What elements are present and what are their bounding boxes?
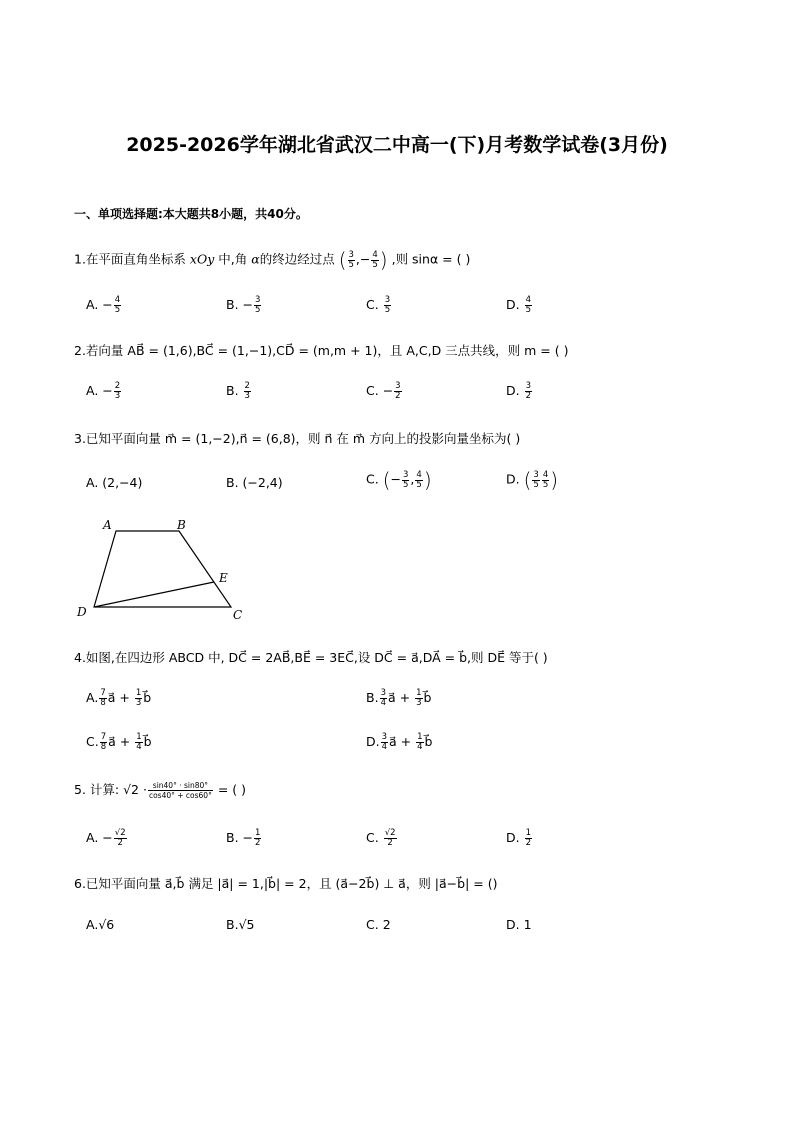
label-e: E bbox=[219, 571, 228, 585]
question-5: 5. 计算: √2 · $\frac{\sin 40^\circ \cdot \sin 80^\circ}{\cos 40^\circ + \cos 60^\circ}$ = ( ) bbox=[74, 781, 246, 800]
q2-option-c[interactable]: C. − $\frac{3}{2}$ bbox=[366, 381, 401, 401]
q4-option-b[interactable]: B. $\frac{3}{4}$ a⃗ + $\frac{1}{3}$ b⃗ bbox=[366, 688, 432, 708]
question-1: 1.在平面直角坐标系 xOy 中,角 α的终边经过点 ( $\frac{3}{5}$ ,− $\frac{4}{5}$ ) ,则 sinα = ( ) bbox=[74, 248, 471, 272]
quadrilateral-figure bbox=[70, 512, 255, 627]
section-heading: 一、单项选择题:本大题共8小题，共40分。 bbox=[74, 207, 308, 221]
question-2: 2.若向量 AB⃗ = (1,6),BC⃗ = (1,−1),CD⃗ = (m,m + 1)，且 A,C,D 三点共线，则 m = ( ) bbox=[74, 343, 569, 358]
q3-option-a[interactable]: A. (2,−4) bbox=[86, 475, 143, 490]
q6-option-c[interactable]: C. 2 bbox=[366, 917, 391, 932]
q1-option-b[interactable]: B. − $\frac{3}{5}$ bbox=[226, 295, 261, 315]
q6-option-a[interactable]: A.√6 bbox=[86, 917, 115, 932]
q4-option-c[interactable]: C. $\frac{7}{8}$ a⃗ + $\frac{1}{4}$ b⃗ bbox=[86, 732, 152, 752]
label-d: D bbox=[77, 605, 87, 619]
q4-option-d[interactable]: D. $\frac{3}{4}$ a⃗ + $\frac{1}{4}$ b⃗ bbox=[366, 732, 433, 752]
q5-option-c[interactable]: C. $\frac{√2}{2}$ bbox=[366, 828, 396, 848]
q3-option-b[interactable]: B. (−2,4) bbox=[226, 475, 283, 490]
q3-option-c[interactable]: C. (− $\frac{3}{5}$ , $\frac{4}{5}$ ) bbox=[366, 468, 432, 492]
quadrilateral-abcd bbox=[94, 531, 231, 607]
question-6: 6.已知平面向量 a⃗,b⃗ 满足 |a⃗| = 1,|b⃗| = 2，且 (a⃗−2b⃗) ⊥ a⃗，则 |a⃗−b⃗| = () bbox=[74, 876, 498, 891]
q1-option-d[interactable]: D. $\frac{4}{5}$ bbox=[506, 295, 532, 315]
q2-option-a[interactable]: A. − $\frac{2}{3}$ bbox=[86, 381, 121, 401]
q5-option-b[interactable]: B. − $\frac{1}{2}$ bbox=[226, 828, 261, 848]
q6-option-b[interactable]: B.√5 bbox=[226, 917, 255, 932]
label-a: A bbox=[103, 518, 112, 532]
q1-option-a[interactable]: A. − $\frac{4}{5}$ bbox=[86, 295, 121, 315]
q5-option-a[interactable]: A. − $\frac{√2}{2}$ bbox=[86, 828, 126, 848]
label-b: B bbox=[177, 518, 186, 532]
q6-option-d[interactable]: D. 1 bbox=[506, 917, 532, 932]
q2-option-d[interactable]: D. $\frac{3}{2}$ bbox=[506, 381, 532, 401]
q4-option-a[interactable]: A. $\frac{7}{8}$ a⃗ + $\frac{1}{3}$ b⃗ bbox=[86, 688, 152, 708]
question-3: 3.已知平面向量 m⃗ = (1,−2),n⃗ = (6,8)，则 n⃗ 在 m⃗ 方向上的投影向量坐标为( ) bbox=[74, 431, 521, 446]
q1-option-c[interactable]: C. $\frac{3}{5}$ bbox=[366, 295, 391, 315]
question-4: 4.如图,在四边形 ABCD 中, DC⃗ = 2AB⃗,BE⃗ = 3EC⃗,设 DC⃗ = a⃗,DA⃗ = b⃗,则 DE⃗ 等于( ) bbox=[74, 650, 548, 665]
q5-option-d[interactable]: D. $\frac{1}{2}$ bbox=[506, 828, 532, 848]
q2-option-b[interactable]: B. $\frac{2}{3}$ bbox=[226, 381, 250, 401]
page-title: 2025-2026学年湖北省武汉二中高一(下)月考数学试卷(3月份) bbox=[126, 134, 668, 156]
segment-de bbox=[94, 582, 214, 607]
label-c: C bbox=[233, 608, 243, 622]
q3-option-d[interactable]: D. ( $\frac{3}{5}$ $\frac{4}{5}$ ) bbox=[506, 468, 559, 492]
